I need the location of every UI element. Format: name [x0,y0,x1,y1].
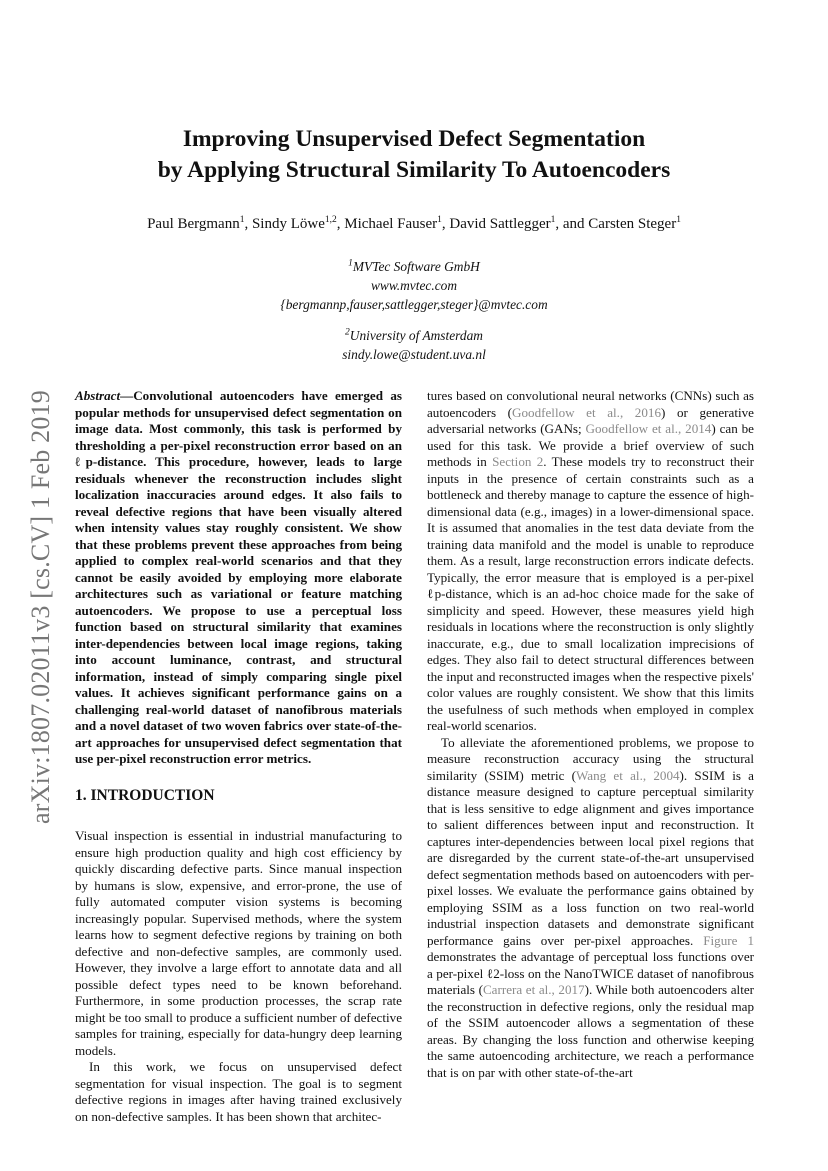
author-affil-mark: 1 [550,215,556,225]
citation-link[interactable]: Wang et al., 2004 [575,767,680,783]
paragraph-text: To alleviate the aforementioned problems, we propose to measure reconstruction accuracy using the structural similarity (SSIM) metric ( [427,734,754,783]
intro-paragraph-1: Visual inspection is essential in industrial manufacturing to ensure high production quality and high cost efficiency by quickly discarding defective parts. Since manual inspection by humans is slow, expensive, and error-prone, the use of fully automated computer vision systems is becoming increasingly popular. Supervised methods, where the system learns how to segment defective regions by training on both defective and non-defective samples, are commonly used. However, they involve a large effort to annotate data and all possible defect types need to be known beforehand. Furthermore, in some production processes, the scrap rate might be too small to produce a sufficient number of defective samples for training, especially for data-hungry deep learning models. [75,828,403,1058]
arxiv-identifier [21,372,61,842]
author-separator: , [244,216,252,232]
author-name: Sindy Löwe [251,216,325,232]
author-name: Paul Bergmann [147,216,240,232]
left-column [75,388,402,1125]
paragraph-text: ) or generative adversarial networks (GANs; [427,404,754,436]
title-line-2: by Applying Structural Similarity To Autoencoders [157,157,671,183]
abstract-text: —Convolutional autoencoders have emerged as popular methods for unsupervised defect segmentation on image data. Most commonly, this task is performed by thresholding a per-pixel reconstruction error based on an ℓp-distance. This procedure, however, leads to large residuals whenever the reconstruction includes slight localization inaccuracies around edges. It also fails to reveal defective regions that have been visually altered when intensity values stay roughly consistent. We show that these problems prevent these approaches from being applied to complex real-world scenarios and that they cannot be easily avoided by employing more elaborate architectures such as variational or feature matching autoencoders. We propose to use a perceptual loss function based on structural similarity that examines inter-dependencies between local image regions, taking into account luminance, contrast, and structural information, instead of simply comparing single pixel values. It achieves significant performance gains on a challenging real-world dataset of nanofibrous materials and a novel dataset of two woven fabrics over state-of-the-art approaches for unsupervised defect segmentation that use per-pixel reconstruction error metrics. [75,388,402,766]
intro-paragraph-4 [427,735,754,1082]
title-line-1: Improving Unsupervised Defect Segmentation [182,126,646,152]
affiliation-name: University of Amsterdam [349,328,483,343]
section-heading-introduction: 1. INTRODUCTION [75,786,215,804]
author-separator: , [336,216,345,232]
affiliation-mark: 2 [345,327,350,338]
author-name: Carsten Steger [588,216,677,232]
author-affil-mark: 1 [437,215,442,225]
paragraph-text: ) can be used for this task. We provide a brief overview of such methods in [427,421,754,469]
citation-link[interactable]: Goodfellow et al., 2014 [585,421,712,436]
author-list [80,216,748,233]
author-affil-mark: 1 [239,215,245,225]
paragraph-text: . These models try to reconstruct their inputs in the presence of certain constraints such as a bottleneck and thereby manage to capture the essence of high-dimensional data (e.g., images) in a lower-dimensional space. It is assumed that anomalies in the test data deviate from the training data manifold and the model is unable to reproduce them. As a result, large reconstruction errors indicate defects. Typically, the error measure that is employed is a per-pixel ℓp-distance, which is an ad-hoc choice made for the sake of simplicity and speed. However, these measures yield high residuals in locations where the reconstruction is only slightly inaccurate, e.g., due to small localization imprecisions of edges. They also fail to detect structural differences between the input and reconstructed images when the respective pixels' color values are roughly consistent. We show that this limits the usefulness of such methods when employed in complex real-world scenarios. [427,454,754,733]
abstract [75,388,402,768]
arxiv-identifier-text: arXiv:1807.02011v3 [cs.CV] 1 Feb 2019 [26,390,56,824]
paragraph-text: tures based on convolutional neural networks (CNNs) such as autoencoders ( [427,388,754,420]
affiliation-name: MVTec Software GmbH [352,259,480,274]
affiliation-mark: 1 [348,258,353,269]
author-separator: , [441,216,450,232]
abstract-label: Abstract [75,388,121,403]
author-name: Michael Fauser [344,216,438,232]
paragraph-text: ). SSIM is a distance measure designed to capture perceptual similarity that is less sensitive to edge alignment and gives importance to salient differences between input and reconstruction. It captures inter-dependencies between local pixel regions that are disregarded by the current state-of-the-art unsupervised defect segmentation methods based on autoencoders with per-pixel losses. We evaluate the performance gains obtained by employing SSIM as a loss function on two real-world industrial inspection datasets and demonstrate significant performance gains over per-pixel approaches. [427,767,754,948]
author-affil-mark: 1 [676,215,681,225]
paper-title [90,124,738,186]
intro-paragraph-2: In this work, we focus on unsupervised defect segmentation for visual inspection. The goal is to segment defective regions in images after having trained exclusively on non-defective samples. It has been shown that architec- [75,1059,402,1124]
section-link[interactable]: Section 2 [492,454,544,469]
author-separator: , and [555,216,589,232]
intro-paragraph-3 [427,388,754,735]
paragraph-text: demonstrates the advantage of perceptual loss functions over a per-pixel ℓ2-loss on the NanoTWICE dataset of nanofibrous materials ( [427,949,754,997]
figure-link[interactable]: Figure 1 [703,932,754,948]
right-column [427,388,754,1081]
affiliation-mvtec [200,257,628,314]
author-name: David Sattlegger [449,216,551,232]
citation-link[interactable]: Goodfellow et al., 2016 [512,404,661,420]
affiliation-email: sindy.lowe@student.uva.nl [342,347,486,362]
author-affil-mark: 1,2 [324,215,337,225]
citation-link[interactable]: Carrera et al., 2017 [482,982,585,997]
affiliation-emails: {bergmannp,fauser,sattlegger,steger}@mvtec.com [280,297,548,312]
paragraph-text: ). While both autoencoders alter the reconstruction in defective regions, only the residual map of the SSIM autoencoder allows a segmentation of these areas. By changing the loss function and otherwise keeping the same autoencoding architecture, we reach a performance that is on par with other state-of-the-art [427,982,755,1080]
affiliation-website: www.mvtec.com [370,278,458,293]
affiliation-uva [200,326,628,364]
